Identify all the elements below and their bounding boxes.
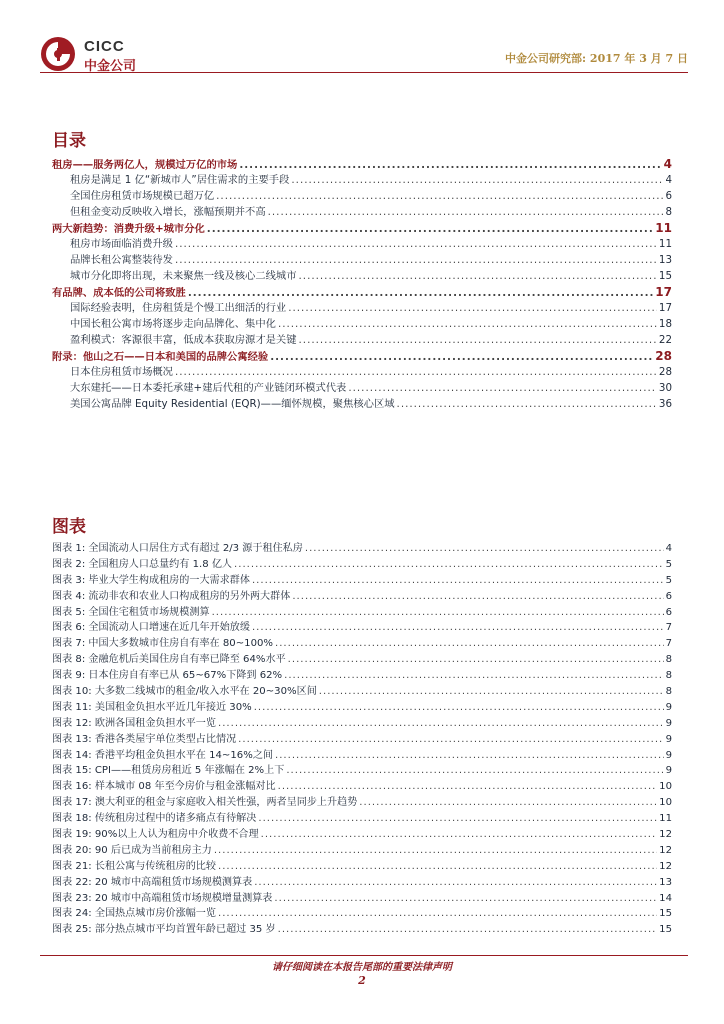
entry-title: 两大新趋势：消费升级+城市分化 bbox=[52, 223, 205, 235]
dot-leader bbox=[218, 859, 657, 875]
entry-title: 有品牌、成本低的公司将致胜 bbox=[52, 287, 186, 299]
entry-title: 中国长租公寓市场将逐步走向品牌化、集中化 bbox=[70, 318, 276, 330]
entry-title: 全国住房租赁市场规模已超万亿 bbox=[70, 190, 215, 202]
figure-list-entry[interactable] bbox=[52, 684, 672, 700]
entry-page-number: 13 bbox=[659, 876, 672, 888]
entry-title: 租房是满足 1 亿“新城市人”居住需求的主要手段 bbox=[70, 174, 290, 186]
figure-list-entry[interactable] bbox=[52, 732, 672, 748]
entry-title: 图表 15: CPI——租赁房房租近 5 年涨幅在 2%上下 bbox=[52, 765, 285, 777]
entry-title: 附录：他山之石——日本和美国的品牌公寓经验 bbox=[52, 351, 269, 363]
entry-title: 大东建托——日本委托承建+建后代租的产业链闭环模式代表 bbox=[70, 382, 347, 394]
entry-page-number: 5 bbox=[665, 558, 672, 570]
entry-title: 图表 22: 20 城市中高端租赁市场规模测算表 bbox=[52, 876, 253, 888]
entry-title: 图表 17: 澳大利亚的租金与家庭收入相关性强，两者呈同步上升趋势 bbox=[52, 797, 358, 809]
figure-list-entry[interactable] bbox=[52, 652, 672, 668]
entry-page-number: 14 bbox=[659, 892, 672, 904]
entry-page-number: 6 bbox=[665, 190, 672, 202]
dot-leader bbox=[175, 364, 657, 380]
toc-section-entry[interactable] bbox=[52, 204, 672, 220]
dot-leader bbox=[270, 349, 653, 365]
entry-page-number: 9 bbox=[665, 717, 672, 729]
entry-title: 租房市场面临消费升级 bbox=[70, 238, 173, 250]
entry-page-number: 4 bbox=[663, 157, 672, 171]
entry-page-number: 30 bbox=[658, 382, 672, 394]
toc-chapter-entry[interactable] bbox=[52, 156, 672, 172]
entry-page-number: 11 bbox=[655, 221, 672, 235]
toc-section-entry[interactable] bbox=[52, 380, 672, 396]
entry-title: 图表 1: 全国流动人口居住方式有超过 2/3 源于租住私房 bbox=[52, 543, 303, 554]
entry-title: 图表 3: 毕业大学生构成租房的一大需求群体 bbox=[52, 574, 250, 586]
dot-leader bbox=[239, 157, 661, 173]
entry-page-number: 28 bbox=[658, 366, 672, 378]
dot-leader bbox=[292, 589, 663, 605]
entry-page-number: 8 bbox=[665, 686, 672, 698]
entry-page-number: 9 bbox=[665, 765, 672, 777]
entry-page-number: 7 bbox=[665, 638, 672, 650]
header-date: 中金公司研究部: 2017 年 3 月 7 日 bbox=[505, 52, 688, 65]
figure-list-entry[interactable] bbox=[52, 779, 672, 795]
toc-section-entry[interactable] bbox=[52, 364, 672, 380]
figure-list-entry[interactable] bbox=[52, 700, 672, 716]
entry-page-number: 12 bbox=[659, 860, 672, 872]
figures-title: 图表 bbox=[52, 517, 86, 537]
dot-leader bbox=[188, 285, 653, 301]
entry-title: 图表 19: 90%以上人认为租房中介收费不合理 bbox=[52, 829, 259, 841]
entry-page-number: 22 bbox=[658, 334, 672, 346]
toc-section-entry[interactable] bbox=[52, 316, 672, 332]
dot-leader bbox=[278, 922, 658, 938]
entry-title: 图表 14: 香港平均租金负担水平在 14~16%之间 bbox=[52, 749, 274, 761]
cicc-logo-icon bbox=[40, 36, 76, 72]
dot-leader bbox=[288, 300, 657, 316]
figure-list-entry[interactable] bbox=[52, 636, 672, 652]
entry-title: 但租金变动反映收入增长，涨幅预期并不高 bbox=[70, 206, 266, 218]
figure-list-entry[interactable] bbox=[52, 922, 672, 938]
toc-section-entry[interactable] bbox=[52, 396, 672, 412]
entry-title: 图表 13: 香港各类屋宇单位类型占比情况 bbox=[52, 733, 237, 745]
dot-leader bbox=[299, 268, 657, 284]
entry-page-number: 6 bbox=[665, 606, 672, 618]
entry-page-number: 12 bbox=[659, 844, 672, 856]
entry-title: 图表 18: 传统租房过程中的诸多痛点有待解决 bbox=[52, 813, 257, 825]
dot-leader bbox=[299, 332, 657, 348]
entry-title: 图表 16: 样本城市 08 年至今房价与租金涨幅对比 bbox=[52, 781, 276, 793]
entry-title: 图表 2: 全国租房人口总量约有 1.8 亿人 bbox=[52, 558, 233, 570]
figure-list-entry[interactable] bbox=[52, 811, 672, 827]
dot-leader bbox=[218, 716, 664, 732]
figure-list-entry[interactable] bbox=[52, 589, 672, 605]
entry-title: 图表 7: 中国大多数城市住房自有率在 80~100% bbox=[52, 638, 274, 650]
entry-title: 图表 24: 全国热点城市房价涨幅一览 bbox=[52, 908, 216, 920]
dot-leader bbox=[238, 732, 663, 748]
entry-title: 图表 11: 美国租金负担水平近几年接近 30% bbox=[52, 701, 252, 713]
dot-leader bbox=[216, 188, 663, 204]
entry-page-number: 9 bbox=[665, 749, 672, 761]
entry-title: 图表 6: 全国流动人口增速在近几年开始放缓 bbox=[52, 622, 250, 634]
dot-leader bbox=[214, 843, 657, 859]
dot-leader bbox=[254, 875, 657, 891]
entry-title: 日本住房租赁市场概况 bbox=[70, 366, 173, 378]
entry-page-number: 9 bbox=[665, 701, 672, 713]
dot-leader bbox=[207, 221, 654, 237]
figure-list-entry[interactable] bbox=[52, 875, 672, 891]
page-number: 2 bbox=[358, 974, 366, 987]
figure-list-entry[interactable] bbox=[52, 748, 672, 764]
entry-page-number: 4 bbox=[665, 543, 672, 554]
dot-leader bbox=[252, 620, 664, 636]
dot-leader bbox=[278, 779, 658, 795]
entry-title: 图表 12: 欧洲各国租金负担水平一览 bbox=[52, 717, 216, 729]
legal-notice: 请仔细阅读在本报告尾部的重要法律声明 bbox=[272, 962, 452, 973]
entry-title: 图表 21: 长租公寓与传统租房的比较 bbox=[52, 860, 216, 872]
entry-page-number: 15 bbox=[658, 270, 672, 282]
dot-leader bbox=[212, 605, 664, 621]
dot-leader bbox=[286, 763, 663, 779]
entry-title: 图表 9: 日本住房自有率已从 65~67%下降到 62% bbox=[52, 670, 283, 682]
figure-list-entry[interactable] bbox=[52, 763, 672, 779]
entry-title: 图表 4: 流动非农和农业人口构成租房的另外两大群体 bbox=[52, 590, 291, 602]
figures-list bbox=[52, 541, 672, 938]
toc-title: 目录 bbox=[52, 131, 86, 151]
dot-leader bbox=[268, 204, 664, 220]
entry-title: 图表 10: 大多数二线城市的租金/收入水平在 20~30%区间 bbox=[52, 686, 317, 698]
dot-leader bbox=[284, 668, 663, 684]
logo-text-en: CICC bbox=[84, 38, 125, 55]
dot-leader bbox=[397, 396, 657, 412]
entry-title: 图表 8: 金融危机后美国住房自有率已降至 64%水平 bbox=[52, 654, 286, 666]
dot-leader bbox=[359, 795, 657, 811]
figure-list-entry[interactable] bbox=[52, 906, 672, 922]
toc-section-entry[interactable] bbox=[52, 252, 672, 268]
figure-list-entry[interactable] bbox=[52, 859, 672, 875]
logo-text-cn: 中金公司 bbox=[84, 59, 137, 74]
toc-chapter-entry[interactable] bbox=[52, 284, 672, 300]
figure-list-entry[interactable] bbox=[52, 827, 672, 843]
entry-page-number: 11 bbox=[659, 813, 672, 825]
entry-title: 品牌长租公寓整装待发 bbox=[70, 254, 173, 266]
toc-section-entry[interactable] bbox=[52, 236, 672, 252]
entry-page-number: 8 bbox=[665, 670, 672, 682]
entry-page-number: 12 bbox=[659, 829, 672, 841]
entry-page-number: 5 bbox=[665, 574, 672, 586]
entry-page-number: 18 bbox=[658, 318, 672, 330]
figure-list-entry[interactable] bbox=[52, 620, 672, 636]
dot-leader bbox=[305, 541, 664, 557]
toc-chapter-entry[interactable] bbox=[52, 220, 672, 236]
entry-page-number: 28 bbox=[655, 349, 672, 363]
figure-list-entry[interactable] bbox=[52, 795, 672, 811]
entry-title: 美国公寓品牌 Equity Residential (EQR)——缅怀规模，聚焦核心区域 bbox=[70, 398, 395, 410]
entry-page-number: 4 bbox=[665, 174, 672, 186]
figure-list-entry[interactable] bbox=[52, 573, 672, 589]
dot-leader bbox=[288, 652, 664, 668]
entry-page-number: 13 bbox=[658, 254, 672, 266]
dot-leader bbox=[348, 380, 657, 396]
toc-section-entry[interactable] bbox=[52, 268, 672, 284]
dot-leader bbox=[275, 636, 664, 652]
figure-list-entry[interactable] bbox=[52, 843, 672, 859]
entry-page-number: 8 bbox=[665, 206, 672, 218]
figure-list-entry[interactable] bbox=[52, 605, 672, 621]
entry-page-number: 7 bbox=[665, 622, 672, 634]
dot-leader bbox=[274, 891, 657, 907]
entry-title: 城市分化即将出现，未来聚焦一线及核心二线城市 bbox=[70, 270, 297, 282]
entry-title: 图表 23: 20 城市中高端租赁市场规模增量测算表 bbox=[52, 892, 273, 904]
entry-title: 图表 25: 部分热点城市平均首置年龄已超过 35 岁 bbox=[52, 924, 276, 936]
dot-leader bbox=[319, 684, 664, 700]
entry-page-number: 15 bbox=[659, 908, 672, 920]
dot-leader bbox=[218, 906, 657, 922]
entry-title: 盈利模式：客源很丰富，低成本获取房源才是关键 bbox=[70, 334, 297, 346]
entry-page-number: 17 bbox=[658, 302, 672, 314]
toc-section-entry[interactable] bbox=[52, 300, 672, 316]
toc-section-entry[interactable] bbox=[52, 332, 672, 348]
entry-page-number: 11 bbox=[658, 238, 672, 250]
toc-list bbox=[52, 156, 672, 412]
entry-page-number: 17 bbox=[655, 285, 672, 299]
toc-section-entry[interactable] bbox=[52, 172, 672, 188]
toc-chapter-entry[interactable] bbox=[52, 348, 672, 364]
entry-page-number: 9 bbox=[665, 733, 672, 745]
figure-list-entry[interactable] bbox=[52, 668, 672, 684]
entry-page-number: 6 bbox=[665, 590, 672, 602]
entry-title: 图表 5: 全国住宅租赁市场规模测算 bbox=[52, 606, 210, 618]
cicc-logo bbox=[40, 36, 150, 72]
entry-page-number: 10 bbox=[659, 797, 672, 809]
dot-leader bbox=[278, 316, 657, 332]
entry-title: 租房——服务两亿人，规模过万亿的市场 bbox=[52, 159, 238, 171]
dot-leader bbox=[291, 172, 663, 188]
figure-list-entry[interactable] bbox=[52, 541, 672, 557]
dot-leader bbox=[252, 573, 664, 589]
dot-leader bbox=[175, 236, 657, 252]
dot-leader bbox=[258, 811, 657, 827]
figure-list-entry[interactable] bbox=[52, 891, 672, 907]
header-divider bbox=[40, 72, 688, 73]
entry-page-number: 15 bbox=[659, 924, 672, 936]
dot-leader bbox=[275, 748, 664, 764]
dot-leader bbox=[234, 557, 664, 573]
dot-leader bbox=[175, 252, 657, 268]
footer-divider bbox=[40, 955, 688, 956]
dot-leader bbox=[261, 827, 658, 843]
entry-page-number: 36 bbox=[658, 398, 672, 410]
entry-page-number: 8 bbox=[665, 654, 672, 666]
toc-section-entry[interactable] bbox=[52, 188, 672, 204]
figure-list-entry[interactable] bbox=[52, 557, 672, 573]
entry-title: 图表 20: 90 后已成为当前租房主力 bbox=[52, 844, 212, 856]
dot-leader bbox=[254, 700, 664, 716]
figure-list-entry[interactable] bbox=[52, 716, 672, 732]
entry-page-number: 10 bbox=[659, 781, 672, 793]
entry-title: 国际经验表明，住房租赁是个慢工出细活的行业 bbox=[70, 302, 287, 314]
